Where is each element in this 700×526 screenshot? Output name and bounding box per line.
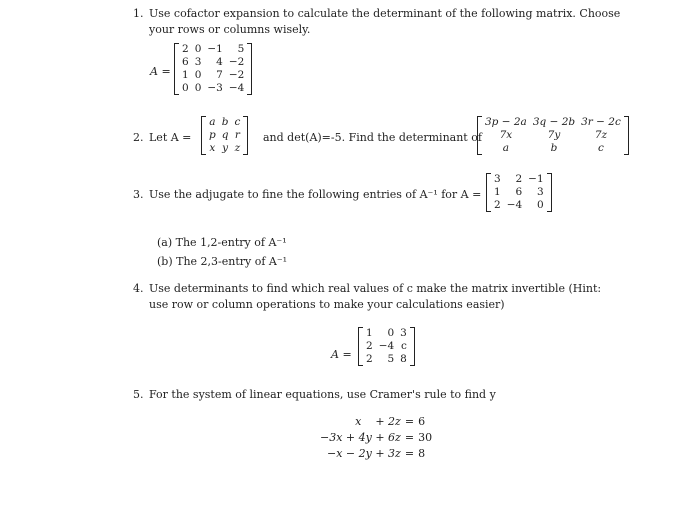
matrix-entry: a	[502, 142, 510, 154]
matrix-entry: a	[209, 116, 216, 128]
matrix-entry: 7x	[499, 129, 513, 141]
q1-text-line2: your rows or columns wisely.	[149, 23, 311, 36]
matrix-entry: 3	[536, 186, 544, 198]
q5-number: 5.	[133, 388, 144, 401]
matrix-entry: p	[209, 129, 216, 141]
q2-number: 2.	[133, 131, 144, 144]
equation-equals: =	[404, 415, 415, 428]
matrix-entry: 1	[494, 186, 501, 198]
matrix-row	[206, 129, 243, 142]
matrix-entry: r	[234, 129, 240, 141]
matrix-row	[363, 327, 410, 340]
matrix-row	[491, 173, 547, 186]
q5-text: For the system of linear equations, use Cramer's rule to find y	[149, 388, 496, 401]
equation-lhs: x + 2z	[355, 415, 401, 428]
matrix-entry: −4	[506, 199, 523, 211]
equation-row	[318, 446, 434, 462]
matrix-entry: 3	[400, 327, 407, 339]
matrix-entry: 3q − 2b	[532, 116, 576, 128]
matrix-entry: 0	[387, 327, 395, 339]
matrix-row	[363, 353, 410, 366]
matrix-entry: 4	[216, 56, 223, 68]
q2-middle-text: and det(A)=-5. Find the determinant of	[263, 131, 482, 144]
q3-text: Use the adjugate to fine the following entries of A⁻¹ for A =	[149, 188, 482, 201]
matrix-row	[179, 56, 247, 69]
matrix-entry: −2	[228, 56, 245, 68]
q1-number: 1.	[133, 7, 144, 20]
matrix-entry: 2	[182, 43, 189, 55]
matrix-entry: 2	[366, 340, 373, 352]
matrix-entry: −4	[378, 340, 395, 352]
matrix-entry: 1	[366, 327, 373, 339]
matrix-entry: 0	[536, 199, 544, 211]
matrix-entry: x	[209, 142, 216, 154]
q3-part-a: (a) The 1,2-entry of A⁻¹	[157, 236, 287, 249]
matrix-entry: 2	[366, 353, 373, 365]
matrix-entry: b	[550, 142, 558, 154]
matrix-row	[206, 142, 243, 155]
matrix-entry: −2	[228, 69, 245, 81]
equation-equals: =	[404, 447, 415, 460]
matrix-entry: 3	[194, 56, 202, 68]
matrix-entry: q	[221, 129, 229, 141]
matrix-entry: −1	[207, 43, 223, 55]
matrix-row	[179, 82, 247, 95]
matrix-entry: 1	[182, 69, 189, 81]
matrix-entry: c	[234, 116, 241, 128]
matrix-row	[179, 69, 247, 82]
equation-lhs: −3x + 4y + 6z	[320, 431, 401, 444]
matrix-entry: c	[400, 340, 407, 352]
matrix-entry: 7z	[594, 129, 608, 141]
matrix-row	[491, 186, 547, 199]
matrix-entry: 5	[387, 353, 395, 365]
q1-matrix	[174, 43, 252, 95]
matrix-entry: c	[598, 142, 604, 154]
q4-text-line1: Use determinants to find which real values of c make the matrix invertible (Hint:	[149, 282, 602, 295]
matrix-row	[363, 340, 410, 353]
matrix-entry: −4	[228, 82, 245, 94]
equation-rhs: 8	[418, 447, 426, 460]
matrix-entry: 0	[182, 82, 189, 94]
q4-matrix-label: A =	[331, 348, 352, 361]
q2-matrix-a	[201, 116, 248, 155]
matrix-entry: 0	[194, 43, 202, 55]
matrix-entry: y	[222, 142, 229, 154]
matrix-entry: 7y	[547, 129, 561, 141]
matrix-entry: 0	[194, 69, 202, 81]
q4-text-line2: use row or column operations to make your calculations easier)	[149, 298, 505, 311]
q1-matrix-label: A =	[150, 65, 171, 78]
q1-text-line1: Use cofactor expansion to calculate the determinant of the following matrix. Choose	[149, 7, 621, 20]
matrix-entry: 6	[515, 186, 523, 198]
equation-equals: =	[404, 431, 415, 444]
q3-matrix	[486, 173, 552, 212]
matrix-entry: 2	[515, 173, 523, 185]
matrix-entry: 3	[494, 173, 501, 185]
matrix-row	[482, 116, 624, 129]
equation-row	[318, 430, 434, 446]
matrix-row	[206, 116, 243, 129]
matrix-entry: 2	[494, 199, 501, 211]
q4-matrix	[358, 327, 415, 366]
q4-number: 4.	[133, 282, 144, 295]
matrix-row	[482, 142, 624, 155]
equation-lhs: −x − 2y + 3z	[327, 447, 401, 460]
matrix-entry: 8	[400, 353, 407, 365]
matrix-entry: 3r − 2c	[581, 116, 621, 128]
matrix-entry: 6	[182, 56, 189, 68]
matrix-row	[491, 199, 547, 212]
equation-rhs: 30	[418, 431, 433, 444]
matrix-entry: z	[234, 142, 241, 154]
matrix-entry: 0	[194, 82, 202, 94]
q3-part-b: (b) The 2,3-entry of A⁻¹	[157, 255, 288, 268]
q2-matrix-target	[477, 116, 629, 155]
matrix-entry: 7	[216, 69, 223, 81]
matrix-row	[179, 43, 247, 56]
equation-rhs: 6	[418, 415, 426, 428]
matrix-entry: 3p − 2a	[485, 116, 527, 128]
matrix-row	[482, 129, 624, 142]
matrix-entry: −1	[528, 173, 544, 185]
q2-let-label: Let A =	[149, 131, 192, 144]
matrix-entry: −3	[207, 82, 223, 94]
matrix-entry: b	[221, 116, 229, 128]
matrix-entry: 5	[237, 43, 245, 55]
q3-number: 3.	[133, 188, 144, 201]
q5-equation-system	[318, 414, 434, 462]
equation-row	[318, 414, 434, 430]
